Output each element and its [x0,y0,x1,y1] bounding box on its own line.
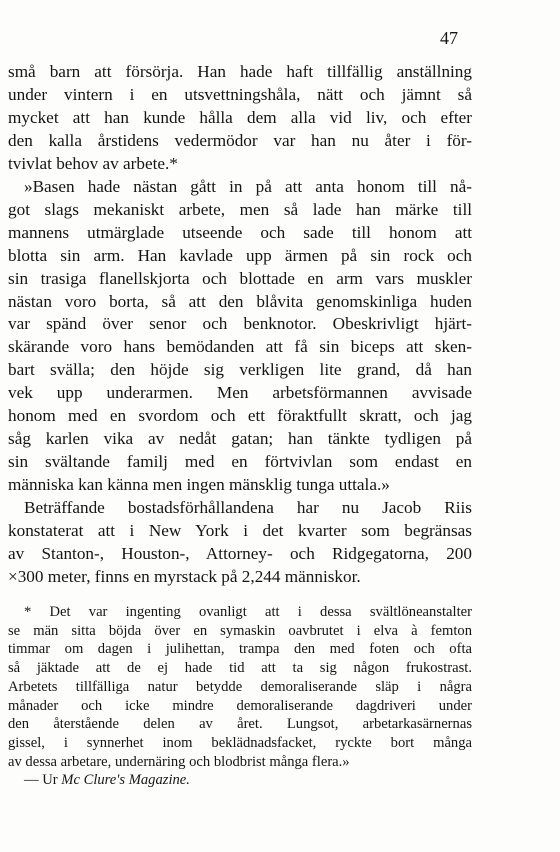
body-line: såg karlen vika av nedåt gatan; han tänkte tydligen på [8,429,472,449]
body-line: ×300 meter, finns en myrstack på 2,244 människor. [8,566,361,586]
body-line: små barn att försörja. Han hade haft tillfällig anställning [8,62,472,81]
footnote-line: timmar om dagen i julihettan, trampa den med foten och ofta [8,641,472,658]
body-line: mannens utmärglade utseende och sade till honom att [8,222,472,242]
body-line: blotta sin arm. Han kavlade upp ärmen på sin rock och [8,245,472,265]
footnote-line: månader och icke mindre demoraliserande dagdriveri under [8,697,472,714]
body-line: vek upp underarmen. Men arbetsförmannen avvisade [8,383,472,403]
body-line: got slags mekaniskt arbete, men så lade han märke till [8,199,472,219]
body-text [8,61,472,589]
body-line: under vintern i en utsvettningshåla, nätt och jämnt så [8,84,472,104]
footnote-line: gissel, i synnerhet inom beklädnadsfacket, ryckte bort många [8,734,472,751]
body-line: sin trasiga flanellskjorta och blottade en arm vars muskler [8,268,472,288]
body-line: tvivlat behov av arbete.* [8,153,178,173]
footnote-attribution [8,771,472,790]
body-line: nästan voro borta, så att den blåvita genomskinliga huden [8,291,472,311]
body-line: av Stanton-, Houston-, Attorney- och Ridgegatorna, 200 [8,544,472,564]
body-line: mycket att han kunde hålla dem alla vid liv, och efter [8,107,472,127]
footnote-line: * Det var ingenting ovanligt att i dessa svältlöneanstalter [24,604,472,620]
body-line: konstaterat att i New York i det kvarter som begränsas [8,521,472,541]
footnote-line: den återstående delen av året. Lungsot, arbetarkasärnernas [8,716,472,733]
attribution-prefix: — Ur [24,772,62,789]
body-line: bart svälla; den höjde sig verkligen lite grand, då han [8,360,472,380]
footnote-line: Arbetets tillfälliga natur betydde demoraliserande släp i några [8,678,472,695]
body-line: den kalla årstidens vedermödor var han nu åter i för- [8,130,472,150]
footnote-line: se män sitta böjda över en symaskin oavbrutet i elva à femton [8,622,472,639]
footnote-line: så jäktade att de ej hade tid att ta sig någon frukostrast. [8,660,472,677]
body-line: Beträffande bostadsförhållandena har nu Jacob Riis [24,498,472,518]
body-line: var spänd över senor och benknotor. Obeskrivligt hjärt- [8,314,472,334]
page-number: 47 [440,28,458,48]
body-line: »Basen hade nästan gått in på att anta honom till nå- [24,176,472,196]
attribution-source: Mc Clure's Magazine. [61,772,190,789]
body-line: skärande voro hans bemödanden att få sin biceps att sken- [8,337,472,357]
footnote [8,603,472,790]
body-line: honom med en svordom och ett föraktfullt skratt, och jag [8,406,472,426]
body-line: sin svältande familj med en förtvivlan som endast en [8,452,472,472]
footnote-line: av dessa arbetare, undernäring och blodbrist många flera.» [8,753,350,770]
body-line: människa kan känna men ingen mänsklig tunga uttala.» [8,475,390,495]
